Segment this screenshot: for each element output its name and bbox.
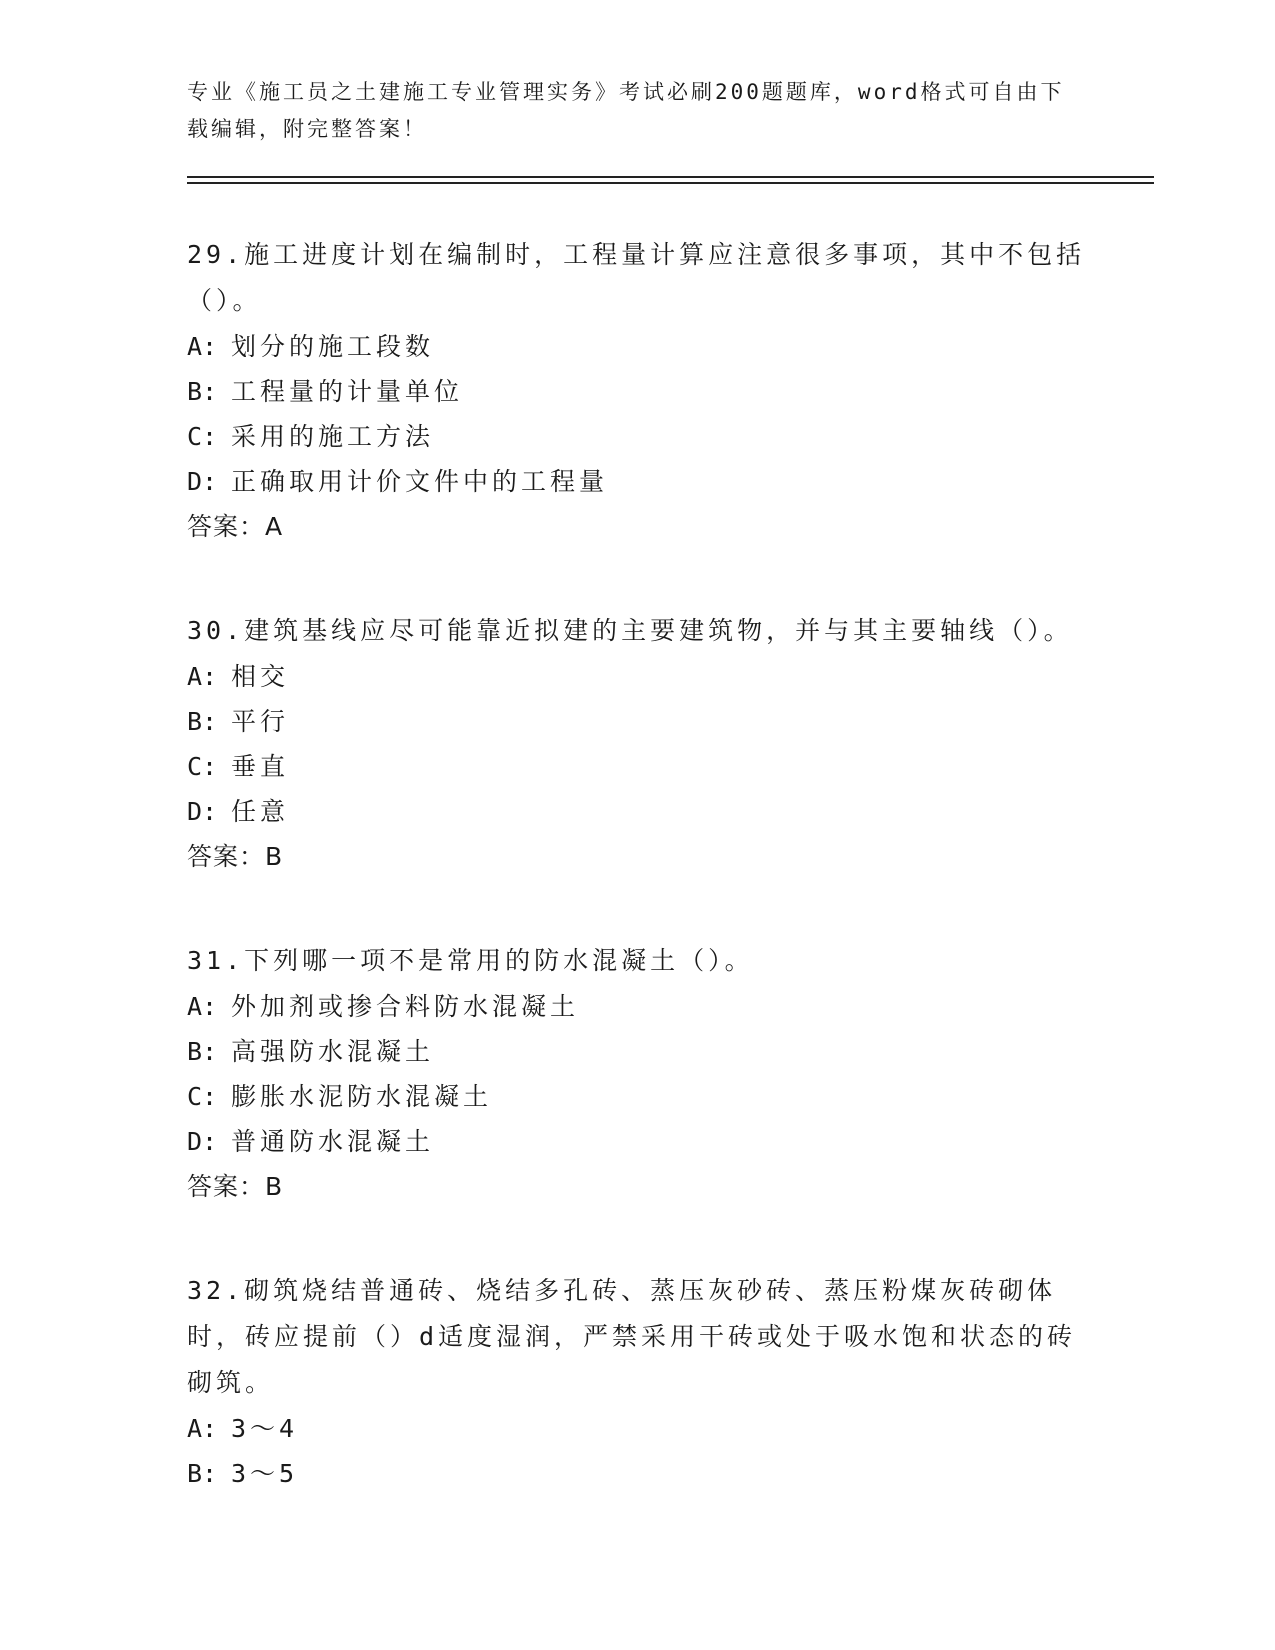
option-a — [187, 984, 1087, 1029]
option-text: 工程量的计量单位 — [231, 377, 464, 406]
option-text: 高强防水混凝土 — [231, 1037, 435, 1066]
option-key: D: — [187, 467, 218, 496]
option-text: 划分的施工段数 — [231, 332, 435, 361]
option-d — [187, 459, 1087, 504]
option-text: 采用的施工方法 — [231, 422, 435, 451]
question-list — [187, 232, 1087, 1554]
answer-line: 答案：B — [187, 1172, 284, 1201]
option-key: A: — [187, 662, 218, 691]
option-text: 平行 — [231, 707, 290, 736]
option-text: 相交 — [231, 662, 290, 691]
option-a — [187, 1406, 1087, 1451]
option-b — [187, 1451, 1087, 1496]
question-stem: 32.砌筑烧结普通砖、烧结多孔砖、蒸压灰砂砖、蒸压粉煤灰砖砌体时，砖应提前（）d适度湿润，严禁采用干砖或处于吸水饱和状态的砖砌筑。 — [187, 1276, 1077, 1397]
option-text: 正确取用计价文件中的工程量 — [231, 467, 609, 496]
option-key: D: — [187, 1127, 218, 1156]
option-text: 普通防水混凝土 — [231, 1127, 435, 1156]
option-text: 3～5 — [231, 1459, 299, 1488]
option-key: B: — [187, 707, 218, 736]
document-header: 专业《施工员之土建施工专业管理实务》考试必刷200题题库，word格式可自由下载编辑，附完整答案！ — [187, 80, 1065, 141]
answer-line: 答案：B — [187, 842, 284, 871]
header-divider-top — [187, 176, 1154, 178]
question-29 — [187, 232, 1087, 550]
option-key: D: — [187, 797, 218, 826]
option-key: A: — [187, 1414, 218, 1443]
option-c — [187, 744, 1087, 789]
option-d — [187, 789, 1087, 834]
question-31 — [187, 938, 1087, 1210]
question-stem: 31.下列哪一项不是常用的防水混凝土（）。 — [187, 946, 754, 975]
option-c — [187, 1074, 1087, 1119]
option-key: B: — [187, 1459, 218, 1488]
question-stem: 30.建筑基线应尽可能靠近拟建的主要建筑物，并与其主要轴线（）。 — [187, 616, 1073, 645]
option-b — [187, 699, 1087, 744]
option-text: 垂直 — [231, 752, 290, 781]
question-32 — [187, 1268, 1087, 1496]
option-c — [187, 414, 1087, 459]
header-divider-bottom — [187, 182, 1154, 184]
option-b — [187, 369, 1087, 414]
option-text: 外加剂或掺合料防水混凝土 — [231, 992, 580, 1021]
question-stem: 29.施工进度计划在编制时，工程量计算应注意很多事项，其中不包括（）。 — [187, 240, 1086, 315]
option-key: C: — [187, 1082, 218, 1111]
option-key: C: — [187, 422, 218, 451]
option-key: A: — [187, 992, 218, 1021]
answer-line: 答案：A — [187, 512, 284, 541]
option-a — [187, 324, 1087, 369]
option-d — [187, 1119, 1087, 1164]
option-key: B: — [187, 377, 218, 406]
option-b — [187, 1029, 1087, 1074]
option-key: C: — [187, 752, 218, 781]
option-a — [187, 654, 1087, 699]
option-text: 膨胀水泥防水混凝土 — [231, 1082, 493, 1111]
option-key: A: — [187, 332, 218, 361]
option-text: 3～4 — [231, 1414, 299, 1443]
option-text: 任意 — [231, 797, 290, 826]
question-30 — [187, 608, 1087, 880]
option-key: B: — [187, 1037, 218, 1066]
